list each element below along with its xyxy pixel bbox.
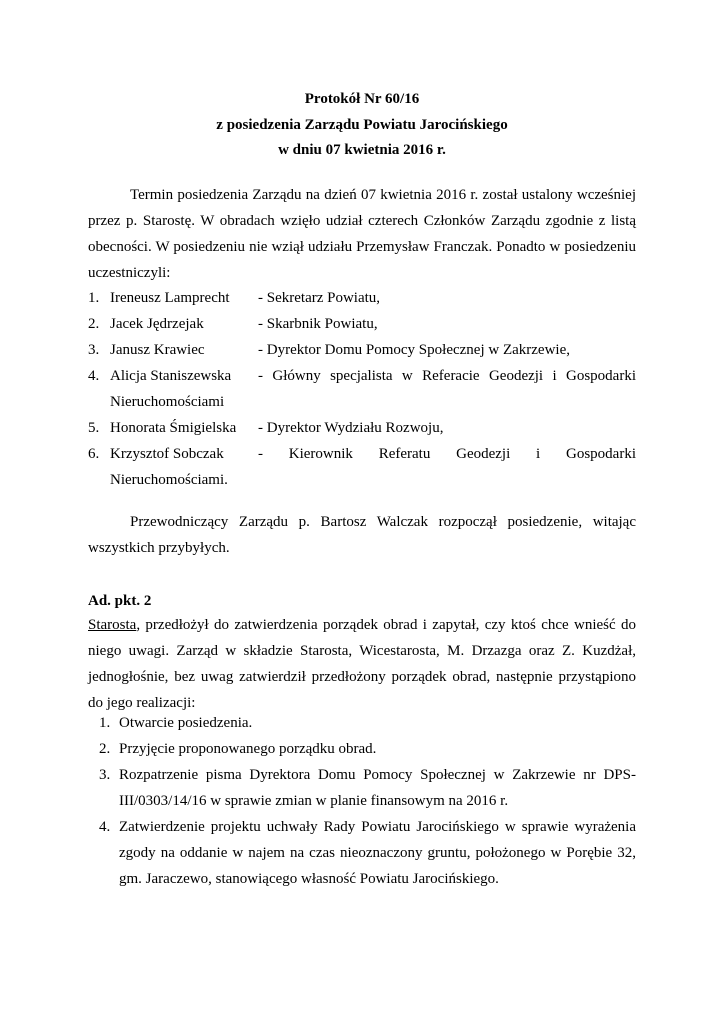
list-item	[88, 311, 636, 337]
agenda-text: Otwarcie posiedzenia.	[119, 715, 253, 731]
document-subtitle: z posiedzenia Zarządu Powiatu Jarocińskiego	[216, 117, 508, 133]
attendee-role: - Główny specjalista w Referacie Geodezji i Gospodarki	[258, 368, 636, 384]
list-item	[88, 337, 636, 363]
attendee-role: - Kierownik Referatu Geodezji i Gospodarki	[258, 446, 636, 462]
intro-paragraph: Termin posiedzenia Zarządu na dzień 07 kwietnia 2016 r. został ustalony wcześniej przez p. Starostę. W obradach wzięło udział czterech Członków Zarządu zgodnie z listą obecności. W posiedzeniu nie wziął udziału Przemysław Franczak. Ponadto w posiedzeniu uczestniczyli:	[88, 187, 636, 281]
attendee-name: Alicja Staniszewska	[110, 368, 232, 384]
attendee-role: - Sekretarz Powiatu,	[258, 290, 381, 306]
attendee-number: 1.	[88, 290, 100, 306]
attendee-number: 5.	[88, 420, 100, 436]
agenda-number: 2.	[99, 741, 111, 757]
attendee-name: Honorata Śmigielska	[110, 420, 237, 436]
list-item	[88, 736, 636, 762]
attendee-number: 6.	[88, 446, 100, 462]
list-item	[88, 710, 636, 736]
attendee-number: 2.	[88, 316, 100, 332]
list-item	[88, 814, 636, 892]
list-item	[88, 285, 636, 311]
agenda-number: 4.	[99, 819, 111, 835]
attendee-role: - Dyrektor Wydziału Rozwoju,	[258, 420, 444, 436]
document-title: Protokół Nr 60/16	[304, 91, 420, 107]
attendee-role: - Skarbnik Powiatu,	[258, 316, 378, 332]
agenda-number: 3.	[99, 767, 111, 783]
attendee-number: 4.	[88, 368, 100, 384]
attendee-list	[88, 285, 636, 493]
agenda-list	[88, 710, 636, 892]
attendee-name: Krzysztof Sobczak	[110, 446, 224, 462]
attendee-name: Jacek Jędrzejak	[110, 316, 204, 332]
list-item	[88, 441, 636, 467]
agenda-text: Rozpatrzenie pisma Dyrektora Domu Pomocy Społecznej w Zakrzewie nr DPS-III/0303/14/16 w sprawie zmian w planie finansowym na 2016 r.	[119, 767, 636, 809]
attendee-role-continuation: Nieruchomościami	[110, 394, 225, 410]
attendee-name: Ireneusz Lamprecht	[110, 290, 230, 306]
agenda-number: 1.	[99, 715, 111, 731]
section-heading: Ad. pkt. 2	[88, 593, 152, 609]
lead-word: Starosta	[88, 617, 137, 633]
agenda-intro-paragraph	[88, 612, 636, 716]
agenda-text: Zatwierdzenie projektu uchwały Rady Powiatu Jarocińskiego w sprawie wyrażenia zgody na oddanie w najem na czas nieoznaczony gruntu, położonego w Porębie 32, gm. Jaraczewo, stanowiącego własność Powiatu Jarocińskiego.	[119, 819, 636, 887]
attendee-number: 3.	[88, 342, 100, 358]
agenda-text: Przyjęcie proponowanego porządku obrad.	[119, 741, 377, 757]
list-item	[88, 762, 636, 814]
document-date-line: w dniu 07 kwietnia 2016 r.	[278, 142, 446, 158]
chair-paragraph: Przewodniczący Zarządu p. Bartosz Walczak rozpoczął posiedzenie, witając wszystkich przybyłych.	[88, 514, 636, 556]
list-item	[88, 415, 636, 441]
attendee-name: Janusz Krawiec	[110, 342, 205, 358]
attendee-role-continuation: Nieruchomościami.	[110, 472, 228, 488]
attendee-role: - Dyrektor Domu Pomocy Społecznej w Zakrzewie,	[258, 342, 570, 358]
list-item	[88, 363, 636, 389]
agenda-intro-text: , przedłożył do zatwierdzenia porządek obrad i zapytał, czy ktoś chce wnieść do niego uwagi. Zarząd w składzie Starosta, Wicestarosta, M. Drzazga oraz Z. Kuzdżał, jednogłośnie, bez uwag zatwierdził przedłożony porządek obrad, następnie przystąpiono do jego realizacji:	[88, 617, 636, 711]
